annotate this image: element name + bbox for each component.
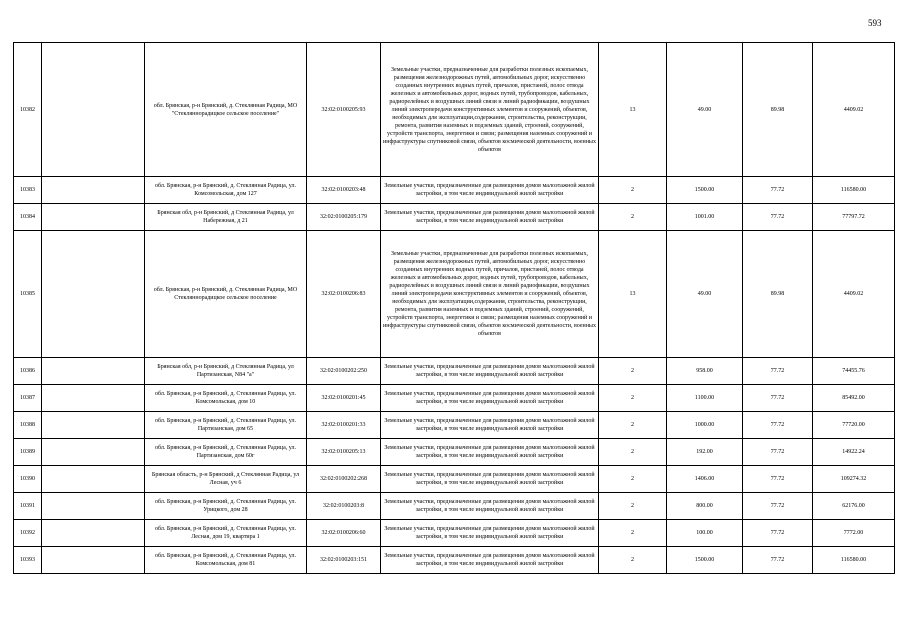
cadastral-value-cell: 85492.00 <box>813 385 895 412</box>
address-cell: обл. Брянская, р-н Брянский, д. Стеклянная Радица, ул. Лесная, дом 19, квартира 1 <box>145 520 307 547</box>
cadastral-value-cell: 116580.00 <box>813 547 895 574</box>
cadastral-number-cell: 32:02:0100206:60 <box>307 520 381 547</box>
cadastral-number-cell: 32:02:0100203:48 <box>307 177 381 204</box>
table-row <box>14 466 895 493</box>
cadastral-number-cell: 32:02:0100205:13 <box>307 439 381 466</box>
empty-cell <box>42 466 145 493</box>
specific-value-cell: 77.72 <box>743 204 813 231</box>
land-use-cell: Земельные участки, предназначенные для размещения домов малоэтажной жилой застройки, в том числе индивидуальной жилой застройки <box>381 412 599 439</box>
page-number: 593 <box>868 18 882 28</box>
use-code-cell: 2 <box>599 358 667 385</box>
land-use-cell: Земельные участки, предназначенные для размещения домов малоэтажной жилой застройки, в том числе индивидуальной жилой застройки <box>381 358 599 385</box>
cadastral-value-cell: 62176.00 <box>813 493 895 520</box>
table-row <box>14 385 895 412</box>
row-number-cell: 10382 <box>14 43 42 177</box>
table-row <box>14 358 895 385</box>
specific-value-cell: 77.72 <box>743 439 813 466</box>
cadastral-value-cell: 14922.24 <box>813 439 895 466</box>
area-cell: 100.00 <box>667 520 743 547</box>
address-cell: обл. Брянская, р-н Брянский, д. Стеклянная Радица, ул. Комсомольская, дом 10 <box>145 385 307 412</box>
specific-value-cell: 77.72 <box>743 520 813 547</box>
cadastral-value-cell: 77797.72 <box>813 204 895 231</box>
land-use-cell: Земельные участки, предназначенные для размещения домов малоэтажной жилой застройки, в том числе индивидуальной жилой застройки <box>381 385 599 412</box>
address-cell: Брянская обл, р-н Брянский, д Стеклянная Радица, ул Партизанская, N84 "а" <box>145 358 307 385</box>
area-cell: 49.00 <box>667 231 743 358</box>
row-number-cell: 10387 <box>14 385 42 412</box>
specific-value-cell: 77.72 <box>743 412 813 439</box>
table-row <box>14 177 895 204</box>
row-number-cell: 10390 <box>14 466 42 493</box>
specific-value-cell: 77.72 <box>743 547 813 574</box>
land-use-cell: Земельные участки, предназначенные для размещения домов малоэтажной жилой застройки, в том числе индивидуальной жилой застройки <box>381 493 599 520</box>
cadastral-value-cell: 116580.00 <box>813 177 895 204</box>
row-number-cell: 10388 <box>14 412 42 439</box>
row-number-cell: 10383 <box>14 177 42 204</box>
empty-cell <box>42 547 145 574</box>
row-number-cell: 10391 <box>14 493 42 520</box>
specific-value-cell: 89.98 <box>743 231 813 358</box>
cadastral-number-cell: 32:02:0100205:179 <box>307 204 381 231</box>
use-code-cell: 2 <box>599 204 667 231</box>
cadastral-number-cell: 32:02:0100202:250 <box>307 358 381 385</box>
specific-value-cell: 89.98 <box>743 43 813 177</box>
address-cell: обл. Брянская, р-н Брянский, д. Стеклянная Радица, ул. Комсомольская, дом 127 <box>145 177 307 204</box>
address-cell: обл. Брянская, р-н Брянский, д. Стеклянная Радица, ул. Партизанская, дом 65 <box>145 412 307 439</box>
land-use-cell: Земельные участки, предназначенные для разработки полезных ископаемых, размещения железнодорожных путей, автомобильных дорог, искусственно созданных внутренних водных путей, причалов, пристаней, полос отвода железных и автомобильных дорог, водных путей, трубопроводов, кабельных, радиорелейных и воздушных линий связи и линий радиофикации, воздушных линий электропередачи конструктивных элементов и сооружений, объектов, необходимых для эксплуатации,содержания, строительства, реконструкции, ремонта, развития наземных и подземных зданий, строений, сооружений, устройств транспорта, энергетики и связи; размещения наземных сооружений и инфраструктуры спутниковой связи, объектов космической деятельности, военных объектов <box>381 43 599 177</box>
cadastral-number-cell: 32:02:0100203:8 <box>307 493 381 520</box>
specific-value-cell: 77.72 <box>743 466 813 493</box>
area-cell: 958.00 <box>667 358 743 385</box>
area-cell: 192.00 <box>667 439 743 466</box>
land-use-cell: Земельные участки, предназначенные для размещения домов малоэтажной жилой застройки, в том числе индивидуальной жилой застройки <box>381 466 599 493</box>
empty-cell <box>42 177 145 204</box>
use-code-cell: 2 <box>599 412 667 439</box>
use-code-cell: 2 <box>599 466 667 493</box>
specific-value-cell: 77.72 <box>743 177 813 204</box>
use-code-cell: 13 <box>599 231 667 358</box>
cadastral-number-cell: 32:02:0100202:268 <box>307 466 381 493</box>
table-row <box>14 439 895 466</box>
cadastral-value-cell: 74455.76 <box>813 358 895 385</box>
land-use-cell: Земельные участки, предназначенные для разработки полезных ископаемых, размещения железнодорожных путей, автомобильных дорог, искусственно созданных внутренних водных путей, причалов, пристаней, полос отвода железных и автомобильных дорог, водных путей, трубопроводов, кабельных, радиорелейных и воздушных линий связи и линий радиофикации, воздушных линий электропередачи конструктивных элементов и сооружений, объектов, необходимых для эксплуатации,содержания, строительства, реконструкции, ремонта, развития наземных и подземных зданий, строений, сооружений, устройств транспорта, энергетики и связи; размещения наземных сооружений и инфраструктуры спутниковой связи, объектов космической деятельности, военных объектов <box>381 231 599 358</box>
specific-value-cell: 77.72 <box>743 493 813 520</box>
row-number-cell: 10392 <box>14 520 42 547</box>
land-use-cell: Земельные участки, предназначенные для размещения домов малоэтажной жилой застройки, в том числе индивидуальной жилой застройки <box>381 177 599 204</box>
address-cell: обл. Брянская, р-н Брянский, д. Стеклянная Радица, МО "Стекляннорадицкое сельское поселение" <box>145 43 307 177</box>
address-cell: Брянская обл, р-н Брянский, д Стеклянная Радица, ул Набережная, д 21 <box>145 204 307 231</box>
cadastral-value-cell: 77720.00 <box>813 412 895 439</box>
empty-cell <box>42 412 145 439</box>
empty-cell <box>42 385 145 412</box>
area-cell: 800.00 <box>667 493 743 520</box>
land-use-cell: Земельные участки, предназначенные для размещения домов малоэтажной жилой застройки, в том числе индивидуальной жилой застройки <box>381 204 599 231</box>
cadastral-value-cell: 7772.00 <box>813 520 895 547</box>
table-body <box>14 43 895 574</box>
cadastral-number-cell: 32:02:0100203:151 <box>307 547 381 574</box>
empty-cell <box>42 231 145 358</box>
use-code-cell: 2 <box>599 385 667 412</box>
use-code-cell: 13 <box>599 43 667 177</box>
row-number-cell: 10393 <box>14 547 42 574</box>
cadastral-value-cell: 4409.02 <box>813 43 895 177</box>
empty-cell <box>42 358 145 385</box>
cadastral-number-cell: 32:02:0100205:93 <box>307 43 381 177</box>
area-cell: 1100.00 <box>667 385 743 412</box>
area-cell: 1000.00 <box>667 412 743 439</box>
empty-cell <box>42 43 145 177</box>
area-cell: 1500.00 <box>667 547 743 574</box>
table-row <box>14 231 895 358</box>
area-cell: 1001.00 <box>667 204 743 231</box>
empty-cell <box>42 493 145 520</box>
table-row <box>14 493 895 520</box>
cadastral-number-cell: 32:02:0100201:45 <box>307 385 381 412</box>
address-cell: Брянская область, р-н Брянский, д Стеклянная Радица, ул Лесная, уч 6 <box>145 466 307 493</box>
land-use-cell: Земельные участки, предназначенные для размещения домов малоэтажной жилой застройки, в том числе индивидуальной жилой застройки <box>381 439 599 466</box>
use-code-cell: 2 <box>599 177 667 204</box>
table-row <box>14 43 895 177</box>
specific-value-cell: 77.72 <box>743 358 813 385</box>
use-code-cell: 2 <box>599 439 667 466</box>
row-number-cell: 10385 <box>14 231 42 358</box>
table-row <box>14 520 895 547</box>
land-use-cell: Земельные участки, предназначенные для размещения домов малоэтажной жилой застройки, в том числе индивидуальной жилой застройки <box>381 547 599 574</box>
cadastral-value-table <box>13 42 895 574</box>
use-code-cell: 2 <box>599 493 667 520</box>
table-row <box>14 412 895 439</box>
use-code-cell: 2 <box>599 547 667 574</box>
cadastral-value-cell: 109274.32 <box>813 466 895 493</box>
area-cell: 1406.00 <box>667 466 743 493</box>
row-number-cell: 10389 <box>14 439 42 466</box>
cadastral-value-cell: 4409.02 <box>813 231 895 358</box>
area-cell: 1500.00 <box>667 177 743 204</box>
area-cell: 49.00 <box>667 43 743 177</box>
cadastral-number-cell: 32:02:0100201:33 <box>307 412 381 439</box>
row-number-cell: 10386 <box>14 358 42 385</box>
table-row <box>14 547 895 574</box>
land-use-cell: Земельные участки, предназначенные для размещения домов малоэтажной жилой застройки, в том числе индивидуальной жилой застройки <box>381 520 599 547</box>
address-cell: обл. Брянская, р-н Брянский, д. Стеклянная Радица, МО Стекляннорадицкое сельское поселение <box>145 231 307 358</box>
table-row <box>14 204 895 231</box>
address-cell: обл. Брянская, р-н Брянский, д. Стеклянная Радица, ул. Комсомольская, дом 81 <box>145 547 307 574</box>
empty-cell <box>42 204 145 231</box>
row-number-cell: 10384 <box>14 204 42 231</box>
address-cell: обл. Брянская, р-н Брянский, д. Стеклянная Радица, ул. Партизанская, дом 60г <box>145 439 307 466</box>
empty-cell <box>42 520 145 547</box>
cadastral-number-cell: 32:02:0100206:83 <box>307 231 381 358</box>
empty-cell <box>42 439 145 466</box>
use-code-cell: 2 <box>599 520 667 547</box>
address-cell: обл. Брянская, р-н Брянский, д. Стеклянная Радица, ул. Урицкого, дом 28 <box>145 493 307 520</box>
specific-value-cell: 77.72 <box>743 385 813 412</box>
